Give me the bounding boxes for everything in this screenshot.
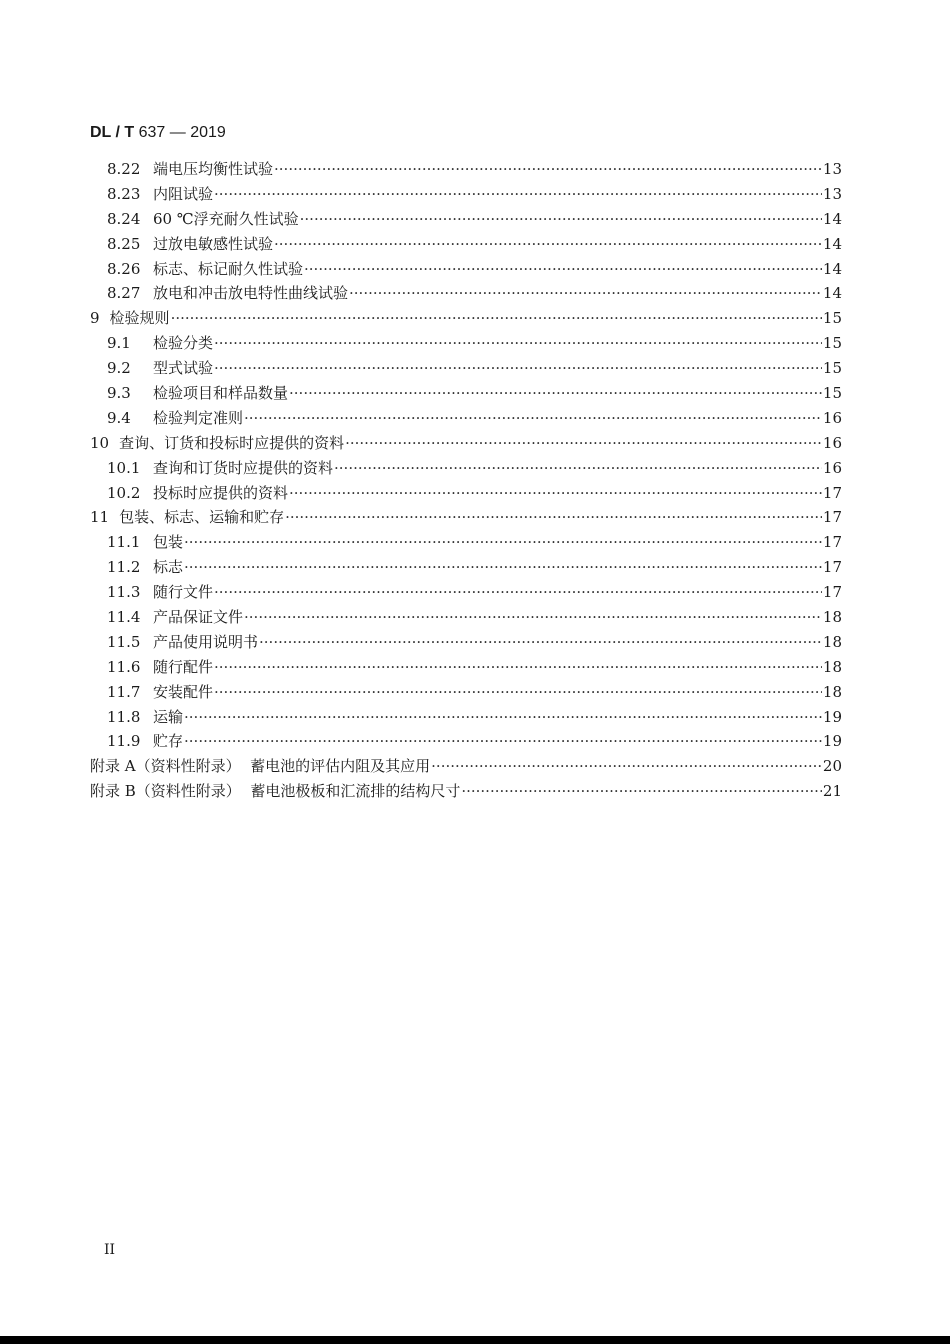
toc-leader-dots — [300, 207, 822, 232]
toc-entry-title: 检验项目和样品数量 — [153, 384, 289, 403]
toc-entry-number: 9.3 — [107, 384, 131, 403]
toc-entry-page: 19 — [822, 707, 842, 726]
toc-leader-dots — [334, 456, 822, 481]
toc-entry-number: 11 — [90, 508, 110, 527]
toc-entry[interactable] — [90, 456, 842, 481]
toc-leader-dots — [304, 257, 822, 282]
toc-entry-page: 13 — [822, 160, 842, 178]
toc-entry-page: 13 — [822, 184, 842, 203]
toc-entry-page: 14 — [822, 209, 842, 228]
toc-leader-dots — [184, 555, 822, 580]
toc-entry[interactable] — [90, 655, 842, 680]
toc-entry-number: 10.1 — [107, 458, 141, 477]
toc-entry-page: 16 — [822, 433, 842, 452]
toc-leader-dots — [274, 232, 822, 257]
toc-entry-page: 18 — [822, 657, 842, 676]
toc-entry-title: 包装、标志、运输和贮存 — [119, 508, 285, 527]
toc-entry-page: 17 — [822, 558, 842, 577]
toc-entry-title: 包装 — [153, 533, 184, 552]
toc-entry-page: 14 — [822, 234, 842, 253]
toc-entry-title: 型式试验 — [153, 359, 214, 378]
toc-entry[interactable] — [90, 779, 842, 804]
table-of-contents — [90, 157, 842, 804]
toc-leader-dots — [289, 481, 822, 506]
toc-entry-title: 蓄电池极板和汇流排的结构尺寸 — [240, 782, 461, 801]
toc-entry-page: 14 — [822, 284, 842, 303]
toc-entry[interactable] — [90, 605, 842, 630]
toc-entry[interactable] — [90, 481, 842, 506]
toc-entry[interactable] — [90, 331, 842, 356]
toc-entry-page: 17 — [822, 483, 842, 502]
toc-entry-number: 11.5 — [107, 632, 141, 651]
toc-entry-title: 产品保证文件 — [153, 608, 244, 627]
toc-entry-title: 过放电敏感性试验 — [153, 234, 274, 253]
toc-leader-dots — [244, 605, 822, 630]
toc-entry-page: 20 — [822, 757, 842, 776]
toc-entry[interactable] — [90, 381, 842, 406]
toc-entry-page: 15 — [822, 334, 842, 353]
toc-leader-dots — [171, 306, 822, 331]
toc-entry-page: 15 — [822, 359, 842, 378]
toc-leader-dots — [214, 580, 822, 605]
toc-entry-title: 60 ℃浮充耐久性试验 — [153, 209, 299, 228]
toc-entry-title: 内阻试验 — [153, 184, 214, 203]
toc-entry[interactable] — [90, 754, 842, 779]
standard-number: 637 — 2019 — [138, 124, 226, 141]
toc-entry-title: 检验规则 — [109, 309, 170, 328]
toc-leader-dots — [184, 530, 822, 555]
toc-entry-page: 19 — [822, 732, 842, 751]
toc-entry[interactable] — [90, 182, 842, 207]
toc-leader-dots — [184, 705, 822, 730]
toc-leader-dots — [259, 630, 822, 655]
toc-entry[interactable] — [90, 406, 842, 431]
toc-leader-dots — [274, 157, 822, 182]
toc-leader-dots — [431, 754, 822, 779]
toc-entry-number: 9 — [90, 309, 100, 328]
toc-entry-number: 11.2 — [107, 558, 141, 577]
toc-leader-dots — [214, 655, 822, 680]
toc-entry-title: 放电和冲击放电特性曲线试验 — [153, 284, 349, 303]
toc-entry[interactable] — [90, 356, 842, 381]
toc-entry-number: 10 — [90, 433, 110, 452]
toc-entry[interactable] — [90, 257, 842, 282]
toc-entry-title: 安装配件 — [153, 682, 214, 701]
toc-entry-title: 端电压均衡性试验 — [153, 160, 274, 178]
toc-leader-dots — [184, 729, 822, 754]
toc-entry[interactable] — [90, 580, 842, 605]
toc-entry-title: 运输 — [153, 707, 184, 726]
toc-entry-number: 8.24 — [107, 209, 141, 228]
standard-code: DL / T — [90, 124, 135, 141]
toc-entry-page: 15 — [822, 384, 842, 403]
toc-leader-dots — [349, 281, 822, 306]
toc-entry[interactable] — [90, 530, 842, 555]
page-number: II — [104, 1242, 116, 1258]
toc-entry-title: 投标时应提供的资料 — [153, 483, 289, 502]
toc-entry-title: 随行文件 — [153, 583, 214, 602]
toc-entry[interactable] — [90, 207, 842, 232]
toc-entry-page: 18 — [822, 608, 842, 627]
toc-entry-number: 11.7 — [107, 682, 141, 701]
toc-entry-number: 8.23 — [107, 184, 141, 203]
toc-leader-dots — [285, 505, 822, 530]
toc-leader-dots — [214, 331, 822, 356]
toc-entry[interactable] — [90, 306, 842, 331]
toc-entry-number: 11.9 — [107, 732, 141, 751]
toc-entry-title: 随行配件 — [153, 657, 214, 676]
toc-entry[interactable] — [90, 232, 842, 257]
toc-entry[interactable] — [90, 729, 842, 754]
toc-entry-number: 10.2 — [107, 483, 141, 502]
toc-entry-title: 标志 — [153, 558, 184, 577]
toc-entry-page: 18 — [822, 632, 842, 651]
toc-leader-dots — [214, 680, 822, 705]
toc-entry[interactable] — [90, 431, 842, 456]
toc-leader-dots — [244, 406, 822, 431]
toc-entry-title: 查询、订货和投标时应提供的资料 — [119, 433, 345, 452]
toc-entry-page: 14 — [822, 259, 842, 278]
bottom-border — [0, 1336, 950, 1344]
toc-entry-number: 8.22 — [107, 160, 141, 178]
toc-entry-page: 18 — [822, 682, 842, 701]
toc-entry-page: 21 — [822, 782, 842, 801]
toc-entry-title: 标志、标记耐久性试验 — [153, 259, 304, 278]
toc-entry-page: 16 — [822, 458, 842, 477]
toc-entry-number: 11.3 — [107, 583, 141, 602]
toc-entry-number: 8.25 — [107, 234, 141, 253]
toc-leader-dots — [214, 182, 822, 207]
toc-entry-title: 检验分类 — [153, 334, 214, 353]
toc-entry-page: 17 — [822, 508, 842, 527]
toc-entry-title: 产品使用说明书 — [153, 632, 259, 651]
toc-entry-number: 11.8 — [107, 707, 141, 726]
toc-leader-dots — [214, 356, 822, 381]
toc-entry-title: 检验判定准则 — [153, 408, 244, 427]
toc-entry-title: 蓄电池的评估内阻及其应用 — [240, 757, 431, 776]
toc-entry-number: 11.1 — [107, 533, 141, 552]
toc-entry[interactable] — [90, 680, 842, 705]
toc-entry-number: 11.6 — [107, 657, 141, 676]
toc-entry-number: 8.27 — [107, 284, 141, 303]
toc-leader-dots — [289, 381, 822, 406]
toc-leader-dots — [345, 431, 822, 456]
toc-entry[interactable] — [90, 630, 842, 655]
toc-entry[interactable] — [90, 555, 842, 580]
document-header — [90, 124, 226, 142]
toc-entry[interactable] — [90, 705, 842, 730]
toc-entry-page: 17 — [822, 533, 842, 552]
toc-entry-page: 15 — [822, 309, 842, 328]
toc-entry-page: 16 — [822, 408, 842, 427]
toc-entry[interactable] — [90, 157, 842, 182]
toc-entry-number: 9.2 — [107, 359, 131, 378]
toc-entry-title: 贮存 — [153, 732, 184, 751]
toc-entry-number: 8.26 — [107, 259, 141, 278]
toc-entry-number: 11.4 — [107, 608, 141, 627]
toc-entry-number: 9.1 — [107, 334, 131, 353]
toc-entry[interactable] — [90, 505, 842, 530]
toc-entry-title: 查询和订货时应提供的资料 — [153, 458, 334, 477]
toc-entry-number: 附录 B（资料性附录） — [90, 782, 241, 801]
toc-entry-number: 附录 A（资料性附录） — [90, 757, 241, 776]
toc-entry-number: 9.4 — [107, 408, 131, 427]
toc-leader-dots — [461, 779, 822, 804]
toc-entry[interactable] — [90, 281, 842, 306]
toc-entry-page: 17 — [822, 583, 842, 602]
